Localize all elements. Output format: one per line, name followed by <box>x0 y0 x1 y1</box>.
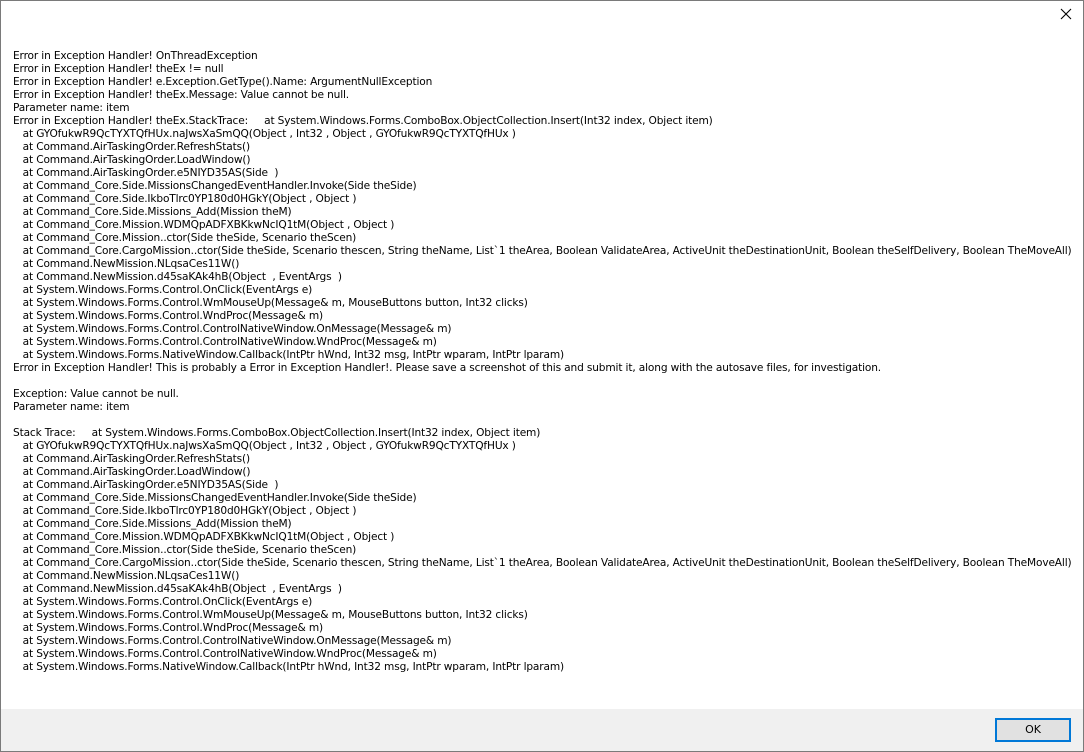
error-message-line: at System.Windows.Forms.NativeWindow.Callback(IntPtr hWnd, Int32 msg, IntPtr wparam, IntPtr lparam) <box>13 349 564 361</box>
error-message-line: Exception: Value cannot be null. <box>13 388 179 400</box>
error-message-line: at Command_Core.Side.MissionsChangedEventHandler.Invoke(Side theSide) <box>13 492 417 504</box>
error-message-line: at Command.NewMission.NLqsaCes11W() <box>13 258 240 270</box>
error-message-line: at System.Windows.Forms.Control.ControlNativeWindow.WndProc(Message& m) <box>13 336 437 348</box>
close-icon <box>1060 8 1072 20</box>
close-button[interactable] <box>1049 1 1083 27</box>
error-message-line: at Command.AirTaskingOrder.RefreshStats() <box>13 453 250 465</box>
error-message-line: at Command_Core.Side.Missions_Add(Mission theM) <box>13 206 292 218</box>
error-message-line: at System.Windows.Forms.Control.WndProc(Message& m) <box>13 622 323 634</box>
error-message-line: Parameter name: item <box>13 401 130 413</box>
error-message-line: at Command_Core.Side.IkboTlrc0YP180d0HGkY(Object , Object ) <box>13 193 357 205</box>
error-message-line: at Command_Core.Side.Missions_Add(Mission theM) <box>13 518 292 530</box>
error-message-line: at System.Windows.Forms.Control.OnClick(EventArgs e) <box>13 596 313 608</box>
error-message-line: Error in Exception Handler! theEx.StackTrace: at System.Windows.Forms.ComboBox.ObjectCollection.Insert(Int32 index, Object item) <box>13 115 713 127</box>
error-message-line: at GYOfukwR9QcTYXTQfHUx.naJwsXaSmQQ(Object , Int32 , Object , GYOfukwR9QcTYXTQfHUx ) <box>13 440 516 452</box>
error-message-line: at Command.NewMission.NLqsaCes11W() <box>13 570 240 582</box>
error-message-line: at Command.NewMission.d45saKAk4hB(Object , EventArgs ) <box>13 271 342 283</box>
error-message-line <box>13 375 1073 388</box>
error-message-line: Stack Trace: at System.Windows.Forms.ComboBox.ObjectCollection.Insert(Int32 index, Object item) <box>13 427 541 439</box>
error-message-line: at Command.AirTaskingOrder.RefreshStats() <box>13 141 250 153</box>
error-message-line: at Command_Core.Mission.WDMQpADFXBKkwNcIQ1tM(Object , Object ) <box>13 531 395 543</box>
error-message-text <box>13 50 1073 674</box>
error-message-line: at Command_Core.Side.IkboTlrc0YP180d0HGkY(Object , Object ) <box>13 505 357 517</box>
error-message-line: at Command.AirTaskingOrder.e5NIYD35AS(Side ) <box>13 167 279 179</box>
error-message-line: at System.Windows.Forms.Control.ControlNativeWindow.WndProc(Message& m) <box>13 648 437 660</box>
error-message-line <box>13 414 1073 427</box>
error-message-line: at System.Windows.Forms.Control.WmMouseUp(Message& m, MouseButtons button, Int32 clicks) <box>13 609 528 621</box>
error-message-line: at System.Windows.Forms.Control.ControlNativeWindow.OnMessage(Message& m) <box>13 323 452 335</box>
error-message-line: Error in Exception Handler! theEx.Message: Value cannot be null. <box>13 89 350 101</box>
error-message-line: Error in Exception Handler! e.Exception.GetType().Name: ArgumentNullException <box>13 76 433 88</box>
error-message-line: Parameter name: item <box>13 102 130 114</box>
error-message-line: at Command_Core.Mission.WDMQpADFXBKkwNcIQ1tM(Object , Object ) <box>13 219 395 231</box>
error-message-line: at System.Windows.Forms.Control.WmMouseUp(Message& m, MouseButtons button, Int32 clicks) <box>13 297 528 309</box>
error-message-line: at Command_Core.Mission..ctor(Side theSide, Scenario theScen) <box>13 544 357 556</box>
error-message-line: at Command_Core.CargoMission..ctor(Side theSide, Scenario thescen, String theName, List`1 theArea, Boolean ValidateArea, ActiveUnit theDestinationUnit, Boolean theSelfDelivery, Boolean TheMoveAll) <box>13 557 1072 569</box>
error-message-line: at Command_Core.Side.MissionsChangedEventHandler.Invoke(Side theSide) <box>13 180 417 192</box>
error-message-line: at System.Windows.Forms.NativeWindow.Callback(IntPtr hWnd, Int32 msg, IntPtr wparam, IntPtr lparam) <box>13 661 564 673</box>
error-message-line: Error in Exception Handler! theEx != null <box>13 63 224 75</box>
error-message-line: Error in Exception Handler! OnThreadException <box>13 50 258 62</box>
error-message-line: at GYOfukwR9QcTYXTQfHUx.naJwsXaSmQQ(Object , Int32 , Object , GYOfukwR9QcTYXTQfHUx ) <box>13 128 516 140</box>
error-message-line: at Command_Core.CargoMission..ctor(Side theSide, Scenario thescen, String theName, List`1 theArea, Boolean ValidateArea, ActiveUnit theDestinationUnit, Boolean theSelfDelivery, Boolean TheMoveAll) <box>13 245 1072 257</box>
error-message-line: at System.Windows.Forms.Control.ControlNativeWindow.OnMessage(Message& m) <box>13 635 452 647</box>
error-message-line: at Command.AirTaskingOrder.LoadWindow() <box>13 154 251 166</box>
error-message-line: at Command.NewMission.d45saKAk4hB(Object , EventArgs ) <box>13 583 342 595</box>
ok-button[interactable]: OK <box>995 718 1071 742</box>
error-message-line: at System.Windows.Forms.Control.WndProc(Message& m) <box>13 310 323 322</box>
error-message-line: at Command.AirTaskingOrder.e5NIYD35AS(Side ) <box>13 479 279 491</box>
dialog-footer <box>1 709 1083 751</box>
error-message-line: at Command_Core.Mission..ctor(Side theSide, Scenario theScen) <box>13 232 357 244</box>
error-message-line: at Command.AirTaskingOrder.LoadWindow() <box>13 466 251 478</box>
error-message-line: at System.Windows.Forms.Control.OnClick(EventArgs e) <box>13 284 313 296</box>
error-message-line: Error in Exception Handler! This is probably a Error in Exception Handler!. Please save a screenshot of this and submit it, along with the autosave files, for investigation. <box>13 362 882 374</box>
